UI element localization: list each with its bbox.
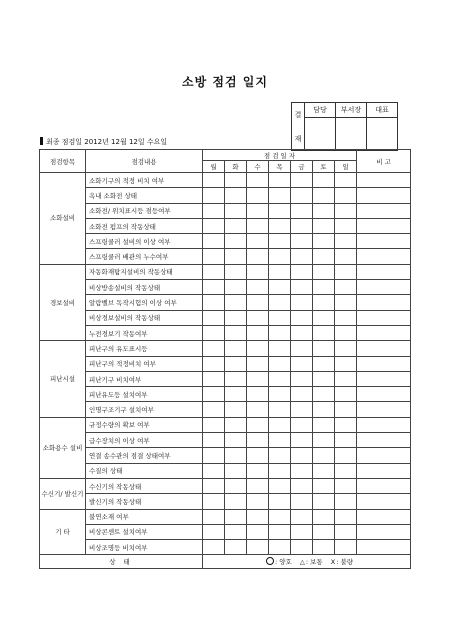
day-check-cell[interactable] (225, 341, 247, 356)
day-check-cell[interactable] (225, 524, 247, 539)
day-check-cell[interactable] (247, 540, 269, 555)
day-check-cell[interactable] (269, 188, 291, 203)
day-check-cell[interactable] (313, 188, 335, 203)
day-check-cell[interactable] (335, 387, 357, 402)
inspection-item: 급수장치의 이상 여부 (86, 433, 203, 448)
day-check-cell[interactable] (291, 494, 313, 509)
day-check-cell[interactable] (269, 463, 291, 478)
day-check-cell[interactable] (269, 249, 291, 264)
day-check-cell[interactable] (335, 218, 357, 233)
remarks-cell[interactable] (357, 509, 411, 524)
approval-side-char-2: 재 (294, 134, 302, 143)
table-row (40, 295, 411, 310)
day-check-cell[interactable] (313, 295, 335, 310)
approval-box (291, 102, 398, 151)
day-check-cell[interactable] (225, 173, 247, 188)
table-row (40, 234, 411, 249)
day-check-cell[interactable] (313, 448, 335, 463)
day-check-cell[interactable] (313, 524, 335, 539)
day-check-cell[interactable] (203, 218, 225, 233)
day-check-cell[interactable] (247, 524, 269, 539)
day-check-cell[interactable] (269, 540, 291, 555)
day-check-cell[interactable] (335, 234, 357, 249)
day-check-cell[interactable] (247, 448, 269, 463)
inspection-item: 인명구조기구 설치여부 (86, 402, 203, 417)
table-row (40, 371, 411, 386)
inspection-item: 규정수량의 확보 여부 (86, 417, 203, 432)
inspection-item: 스프링쿨러 배관의 누수여부 (86, 249, 203, 264)
day-check-cell[interactable] (269, 448, 291, 463)
day-check-cell[interactable] (203, 494, 225, 509)
remarks-cell[interactable] (357, 540, 411, 555)
day-check-cell[interactable] (291, 387, 313, 402)
remarks-cell[interactable] (357, 356, 411, 371)
day-check-cell[interactable] (313, 371, 335, 386)
day-check-cell[interactable] (291, 173, 313, 188)
table-row (40, 188, 411, 203)
category-cell: 소화용수 설비 (40, 417, 86, 478)
day-check-cell[interactable] (335, 417, 357, 432)
inspection-table-body (40, 173, 411, 555)
table-row (40, 417, 411, 432)
day-check-cell[interactable] (203, 249, 225, 264)
day-check-cell[interactable] (291, 249, 313, 264)
inspection-item: 알람벨브 독작시험의 이상 여부 (86, 295, 203, 310)
day-check-cell[interactable] (269, 325, 291, 340)
day-check-cell[interactable] (269, 494, 291, 509)
day-check-cell[interactable] (335, 264, 357, 279)
table-row (40, 387, 411, 402)
day-check-cell[interactable] (313, 509, 335, 524)
table-row (40, 402, 411, 417)
day-header-0: 월 (203, 161, 225, 173)
day-check-cell[interactable] (291, 433, 313, 448)
day-check-cell[interactable] (291, 478, 313, 493)
day-check-cell[interactable] (203, 356, 225, 371)
day-check-cell[interactable] (291, 280, 313, 295)
day-check-cell[interactable] (247, 173, 269, 188)
day-check-cell[interactable] (269, 234, 291, 249)
day-check-cell[interactable] (203, 478, 225, 493)
day-check-cell[interactable] (247, 249, 269, 264)
day-check-cell[interactable] (269, 478, 291, 493)
table-row (40, 540, 411, 555)
remarks-cell[interactable] (357, 325, 411, 340)
inspection-item: 소화전 펌프의 작동상태 (86, 218, 203, 233)
day-check-cell[interactable] (203, 234, 225, 249)
day-check-cell[interactable] (269, 218, 291, 233)
day-check-cell[interactable] (335, 371, 357, 386)
day-check-cell[interactable] (247, 295, 269, 310)
day-check-cell[interactable] (247, 402, 269, 417)
inspection-date-line (40, 137, 167, 147)
legend-normal-label: : 보통 (305, 558, 323, 567)
day-check-cell[interactable] (225, 371, 247, 386)
day-header-5: 토 (313, 161, 335, 173)
remarks-cell[interactable] (357, 341, 411, 356)
day-check-cell[interactable] (291, 509, 313, 524)
day-check-cell[interactable] (203, 387, 225, 402)
day-check-cell[interactable] (313, 387, 335, 402)
day-check-cell[interactable] (225, 203, 247, 218)
bullet-mark (40, 137, 43, 145)
day-check-cell[interactable] (225, 494, 247, 509)
day-check-cell[interactable] (291, 310, 313, 325)
day-check-cell[interactable] (291, 341, 313, 356)
approval-header-manager: 담당 (305, 103, 336, 118)
day-check-cell[interactable] (203, 264, 225, 279)
day-check-cell[interactable] (247, 264, 269, 279)
day-check-cell[interactable] (335, 509, 357, 524)
day-check-cell[interactable] (291, 417, 313, 432)
day-check-cell[interactable] (203, 371, 225, 386)
bad-x-icon: X (330, 558, 336, 567)
inspection-date-text: 최종 점검일 2012년 12월 12일 수요일 (46, 138, 168, 146)
day-check-cell[interactable] (335, 402, 357, 417)
day-check-cell[interactable] (291, 371, 313, 386)
remarks-cell[interactable] (357, 203, 411, 218)
day-check-cell[interactable] (247, 325, 269, 340)
day-check-cell[interactable] (247, 203, 269, 218)
day-check-cell[interactable] (313, 341, 335, 356)
table-row (40, 218, 411, 233)
inspection-item: 비상방송설비의 작동상태 (86, 280, 203, 295)
status-label: 상 태 (40, 555, 203, 569)
day-check-cell[interactable] (225, 280, 247, 295)
day-check-cell[interactable] (313, 540, 335, 555)
col-header-content: 점검내용 (86, 150, 203, 173)
day-check-cell[interactable] (313, 356, 335, 371)
table-row (40, 448, 411, 463)
day-check-cell[interactable] (203, 448, 225, 463)
day-check-cell[interactable] (225, 448, 247, 463)
inspection-item: 불연소재 여부 (86, 509, 203, 524)
day-header-2: 수 (247, 161, 269, 173)
remarks-cell[interactable] (357, 280, 411, 295)
day-check-cell[interactable] (335, 341, 357, 356)
day-check-cell[interactable] (269, 417, 291, 432)
inspection-item: 비상조명등 비치여부 (86, 540, 203, 555)
day-check-cell[interactable] (247, 433, 269, 448)
day-check-cell[interactable] (225, 478, 247, 493)
day-check-cell[interactable] (313, 417, 335, 432)
category-cell: 소화설비 (40, 173, 86, 265)
day-check-cell[interactable] (247, 463, 269, 478)
day-check-cell[interactable] (247, 341, 269, 356)
day-check-cell[interactable] (247, 494, 269, 509)
remarks-cell[interactable] (357, 478, 411, 493)
day-check-cell[interactable] (203, 325, 225, 340)
day-check-cell[interactable] (203, 310, 225, 325)
day-check-cell[interactable] (225, 325, 247, 340)
table-row (40, 356, 411, 371)
remarks-cell[interactable] (357, 524, 411, 539)
day-check-cell[interactable] (225, 188, 247, 203)
day-header-6: 일 (335, 161, 357, 173)
approval-sign-ceo[interactable] (367, 118, 398, 151)
inspection-item: 수신기의 작동상태 (86, 478, 203, 493)
table-row (40, 325, 411, 340)
day-check-cell[interactable] (269, 524, 291, 539)
table-row (40, 433, 411, 448)
day-check-cell[interactable] (335, 203, 357, 218)
day-check-cell[interactable] (247, 509, 269, 524)
day-check-cell[interactable] (335, 249, 357, 264)
day-header-4: 금 (291, 161, 313, 173)
day-check-cell[interactable] (269, 341, 291, 356)
day-check-cell[interactable] (269, 310, 291, 325)
remarks-cell[interactable] (357, 463, 411, 478)
status-row (40, 555, 411, 569)
day-check-cell[interactable] (313, 433, 335, 448)
day-check-cell[interactable] (225, 433, 247, 448)
day-check-cell[interactable] (313, 249, 335, 264)
day-check-cell[interactable] (313, 173, 335, 188)
day-check-cell[interactable] (335, 295, 357, 310)
day-check-cell[interactable] (335, 433, 357, 448)
day-check-cell[interactable] (269, 203, 291, 218)
category-cell: 경보설비 (40, 264, 86, 340)
approval-header-ceo: 대표 (367, 103, 398, 118)
inspection-item: 피난구의 유도표시등 (86, 341, 203, 356)
day-check-cell[interactable] (335, 173, 357, 188)
table-row (40, 203, 411, 218)
day-check-cell[interactable] (291, 524, 313, 539)
table-row (40, 264, 411, 279)
col-header-log: 점 검 일 자 (203, 150, 357, 161)
day-check-cell[interactable] (225, 417, 247, 432)
day-check-cell[interactable] (313, 310, 335, 325)
remarks-cell[interactable] (357, 494, 411, 509)
inspection-item: 소화기구의 적정 비치 여부 (86, 173, 203, 188)
document-title: 소방 점검 일지 (182, 75, 268, 89)
remarks-cell[interactable] (357, 295, 411, 310)
day-check-cell[interactable] (269, 295, 291, 310)
remarks-cell[interactable] (357, 264, 411, 279)
day-check-cell[interactable] (335, 325, 357, 340)
day-check-cell[interactable] (269, 173, 291, 188)
day-check-cell[interactable] (247, 478, 269, 493)
day-check-cell[interactable] (335, 540, 357, 555)
day-check-cell[interactable] (225, 310, 247, 325)
remarks-cell[interactable] (357, 218, 411, 233)
day-check-cell[interactable] (247, 280, 269, 295)
day-check-cell[interactable] (203, 509, 225, 524)
table-row (40, 341, 411, 356)
status-legend (203, 555, 411, 569)
inspection-item: 발신기의 작동상태 (86, 494, 203, 509)
day-check-cell[interactable] (291, 325, 313, 340)
col-header-category: 점검항목 (40, 150, 86, 173)
inspection-item: 피난유도등 설치여부 (86, 387, 203, 402)
day-check-cell[interactable] (225, 218, 247, 233)
day-check-cell[interactable] (335, 356, 357, 371)
inspection-item: 피난기구 비치여부 (86, 371, 203, 386)
day-check-cell[interactable] (203, 341, 225, 356)
day-check-cell[interactable] (247, 387, 269, 402)
day-header-3: 목 (269, 161, 291, 173)
day-check-cell[interactable] (247, 188, 269, 203)
day-check-cell[interactable] (247, 218, 269, 233)
day-check-cell[interactable] (269, 509, 291, 524)
day-header-1: 화 (225, 161, 247, 173)
day-check-cell[interactable] (335, 188, 357, 203)
day-check-cell[interactable] (269, 280, 291, 295)
day-check-cell[interactable] (335, 310, 357, 325)
day-check-cell[interactable] (291, 463, 313, 478)
day-check-cell[interactable] (335, 478, 357, 493)
day-check-cell[interactable] (313, 203, 335, 218)
day-check-cell[interactable] (225, 402, 247, 417)
day-check-cell[interactable] (203, 433, 225, 448)
day-check-cell[interactable] (269, 387, 291, 402)
approval-sign-dept-head[interactable] (336, 118, 367, 151)
inspection-item: 소화전/ 위치표시등 점등여부 (86, 203, 203, 218)
inspection-item: 누전경보기 작동여부 (86, 325, 203, 340)
day-check-cell[interactable] (203, 280, 225, 295)
remarks-cell[interactable] (357, 402, 411, 417)
legend-bad-label: : 불량 (336, 558, 354, 567)
day-check-cell[interactable] (291, 295, 313, 310)
day-check-cell[interactable] (203, 295, 225, 310)
legend-good-label: : 양호 (274, 558, 292, 567)
remarks-cell[interactable] (357, 173, 411, 188)
day-check-cell[interactable] (313, 234, 335, 249)
normal-triangle-icon: △ (299, 558, 305, 567)
remarks-cell[interactable] (357, 310, 411, 325)
day-check-cell[interactable] (269, 402, 291, 417)
day-check-cell[interactable] (291, 218, 313, 233)
day-check-cell[interactable] (247, 356, 269, 371)
day-check-cell[interactable] (335, 463, 357, 478)
day-check-cell[interactable] (291, 264, 313, 279)
day-check-cell[interactable] (203, 540, 225, 555)
day-check-cell[interactable] (313, 325, 335, 340)
approval-header-dept-head: 부서장 (336, 103, 367, 118)
remarks-cell[interactable] (357, 417, 411, 432)
inspection-item: 자동화재탐지설비의 작동상태 (86, 264, 203, 279)
day-check-cell[interactable] (203, 417, 225, 432)
day-check-cell[interactable] (291, 540, 313, 555)
table-row (40, 524, 411, 539)
day-check-cell[interactable] (313, 463, 335, 478)
remarks-cell[interactable] (357, 249, 411, 264)
day-check-cell[interactable] (203, 173, 225, 188)
remarks-cell[interactable] (357, 387, 411, 402)
day-check-cell[interactable] (203, 203, 225, 218)
day-check-cell[interactable] (335, 494, 357, 509)
day-check-cell[interactable] (291, 188, 313, 203)
day-check-cell[interactable] (225, 264, 247, 279)
day-check-cell[interactable] (313, 402, 335, 417)
day-check-cell[interactable] (269, 264, 291, 279)
col-header-remarks: 비 고 (357, 150, 411, 173)
day-check-cell[interactable] (291, 203, 313, 218)
remarks-cell[interactable] (357, 188, 411, 203)
good-circle-icon (266, 557, 274, 565)
day-check-cell[interactable] (247, 310, 269, 325)
category-cell: 기 타 (40, 509, 86, 555)
category-cell: 피난시설 (40, 341, 86, 417)
day-check-cell[interactable] (247, 417, 269, 432)
day-check-cell[interactable] (225, 463, 247, 478)
table-row (40, 173, 411, 188)
inspection-item: 스프링쿨러 설비의 이상 여부 (86, 234, 203, 249)
day-check-cell[interactable] (247, 234, 269, 249)
day-check-cell[interactable] (313, 218, 335, 233)
day-check-cell[interactable] (313, 280, 335, 295)
day-check-cell[interactable] (225, 295, 247, 310)
day-check-cell[interactable] (291, 402, 313, 417)
day-check-cell[interactable] (335, 280, 357, 295)
day-check-cell[interactable] (313, 264, 335, 279)
remarks-cell[interactable] (357, 371, 411, 386)
approval-side-char-1: 결 (294, 110, 302, 119)
inspection-item: 비상콘센트 설치여부 (86, 524, 203, 539)
day-check-cell[interactable] (225, 356, 247, 371)
inspection-item: 피난구의 적정비치 여부 (86, 356, 203, 371)
day-check-cell[interactable] (291, 234, 313, 249)
day-check-cell[interactable] (269, 371, 291, 386)
day-check-cell[interactable] (313, 478, 335, 493)
approval-sign-manager[interactable] (305, 118, 336, 151)
inspection-item: 수질의 상태 (86, 463, 203, 478)
category-cell: 수신기/ 발신기 (40, 478, 86, 509)
table-row (40, 509, 411, 524)
table-row (40, 494, 411, 509)
day-check-cell[interactable] (225, 234, 247, 249)
day-check-cell[interactable] (203, 402, 225, 417)
inspection-item: 연결 송수관의 점결 상태여부 (86, 448, 203, 463)
day-check-cell[interactable] (269, 356, 291, 371)
approval-side-label (292, 103, 305, 151)
table-row (40, 478, 411, 493)
day-check-cell[interactable] (335, 524, 357, 539)
day-check-cell[interactable] (203, 463, 225, 478)
table-row (40, 463, 411, 478)
inspection-item: 비상경보설비의 작동상태 (86, 310, 203, 325)
table-row (40, 310, 411, 325)
day-check-cell[interactable] (269, 433, 291, 448)
day-check-cell[interactable] (291, 356, 313, 371)
table-row (40, 249, 411, 264)
day-check-cell[interactable] (291, 448, 313, 463)
day-check-cell[interactable] (225, 509, 247, 524)
table-row (40, 280, 411, 295)
day-check-cell[interactable] (203, 188, 225, 203)
day-check-cell[interactable] (313, 494, 335, 509)
remarks-cell[interactable] (357, 448, 411, 463)
remarks-cell[interactable] (357, 234, 411, 249)
remarks-cell[interactable] (357, 433, 411, 448)
day-check-cell[interactable] (225, 249, 247, 264)
day-check-cell[interactable] (225, 540, 247, 555)
day-check-cell[interactable] (225, 387, 247, 402)
inspection-item: 옥내 소화전 상태 (86, 188, 203, 203)
day-check-cell[interactable] (247, 371, 269, 386)
day-check-cell[interactable] (335, 448, 357, 463)
day-check-cell[interactable] (203, 524, 225, 539)
inspection-table (39, 149, 411, 569)
